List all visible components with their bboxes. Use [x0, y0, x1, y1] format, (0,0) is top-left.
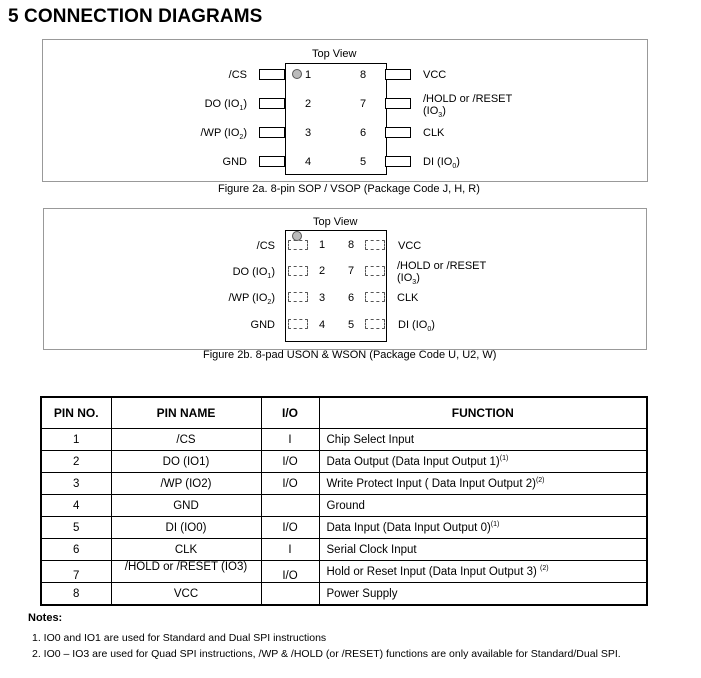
table-row	[41, 451, 647, 473]
uson-pad-7-label: /HOLD or /RESET $(IO_3)$	[397, 260, 487, 287]
uson-pad-5-label: DI $(IO_0)$	[398, 319, 435, 334]
uson-pad-3	[288, 292, 308, 302]
sop-pin-7-label: /HOLD or /RESET $(IO_3)$	[423, 93, 513, 120]
header-pin-no: PIN NO.	[41, 397, 111, 429]
header-pin-name: PIN NAME	[111, 397, 261, 429]
pin-function: Data Output (Data Input Output 1)$^{(1)}$	[319, 451, 647, 473]
pin-io: I/O	[261, 451, 319, 473]
uson-pad-6-number: 6	[347, 292, 355, 304]
uson-pad-3-label: /WP $(IO_2)$	[228, 292, 275, 307]
pin-io: I/O	[261, 473, 319, 495]
pin-io: I/O	[261, 517, 319, 539]
pin-function: Hold or Reset Input (Data Input Output 3) $^{(2)}$	[319, 561, 647, 583]
table-row	[41, 517, 647, 539]
uson-pad-6-label: CLK	[397, 292, 419, 304]
uson-pad-4-label: GND	[250, 319, 275, 331]
pin-name: DI (IO0)	[111, 517, 261, 539]
uson-pad-1-label: /CS	[256, 240, 275, 252]
figure-2a-caption: Figure 2a. 8-pin SOP / VSOP (Package Code J, H, R)	[218, 183, 480, 195]
sop-pin-8-lead	[385, 69, 411, 80]
sop-pin-7-number: 7	[359, 98, 367, 110]
pin-name: /HOLD or /RESET (IO3)	[111, 561, 261, 583]
pin-name: GND	[111, 495, 261, 517]
sop-pin-8-label: VCC	[423, 69, 447, 81]
pin-io: I/O	[261, 561, 319, 583]
sop-pin-3-number: 3	[304, 127, 312, 139]
uson-pad-1-number: 1	[318, 239, 326, 251]
sop-pin-4-label: GND	[222, 156, 247, 168]
sop-pin-3-label: /WP $(IO_2)$	[200, 127, 247, 142]
pin-no: 5	[41, 517, 111, 539]
header-function: FUNCTION	[319, 397, 647, 429]
pin-io: I	[261, 429, 319, 451]
uson-pad-7	[365, 266, 385, 276]
pin-name: /CS	[111, 429, 261, 451]
uson-pad-4-number: 4	[318, 319, 326, 331]
sop-pin-7-lead	[385, 98, 411, 109]
uson-pad-5-number: 5	[347, 319, 355, 331]
pin-no: 4	[41, 495, 111, 517]
pin-no: 7	[41, 561, 111, 583]
figure-2b-top-view: Top View	[313, 216, 358, 228]
sop-pin-4-number: 4	[304, 156, 312, 168]
pin-no: 8	[41, 583, 111, 606]
header-io: I/O	[261, 397, 319, 429]
uson-pad-2-number: 2	[318, 265, 326, 277]
uson-pad-6	[365, 292, 385, 302]
pin-function: Chip Select Input	[319, 429, 647, 451]
sop-pin-4-lead	[259, 156, 285, 167]
pin-no: 2	[41, 451, 111, 473]
table-header-row	[41, 397, 647, 429]
pin-name: VCC	[111, 583, 261, 606]
sop-pin-2-label: DO $(IO_1)$	[204, 98, 247, 113]
sop-pin-1-number: 1	[304, 69, 312, 81]
figure-2b-caption: Figure 2b. 8-pad USON & WSON (Package Code U, U2, W)	[203, 349, 497, 361]
table-row	[41, 583, 647, 606]
pin-function: Ground	[319, 495, 647, 517]
uson-pad-4	[288, 319, 308, 329]
uson-pad-8-label: VCC	[398, 240, 422, 252]
sop-pin-2-number: 2	[304, 98, 312, 110]
uson-pad-5	[365, 319, 385, 329]
sop-pin-5-label: DI $(IO_0)$	[423, 156, 460, 171]
table-row	[41, 429, 647, 451]
uson-pad-3-number: 3	[318, 292, 326, 304]
uson-pad-8-number: 8	[347, 239, 355, 251]
table-row	[41, 495, 647, 517]
pin-no: 6	[41, 539, 111, 561]
sop-pin-3-lead	[259, 127, 285, 138]
uson-pad-7-number: 7	[347, 265, 355, 277]
sop-pin-6-lead	[385, 127, 411, 138]
sop-pin-1-lead	[259, 69, 285, 80]
notes-title: Notes:	[28, 612, 63, 624]
note-1: 1. IO0 and IO1 are used for Standard and Dual SPI instructions	[32, 632, 327, 644]
sop-pin-5-lead	[385, 156, 411, 167]
sop-pin-5-number: 5	[359, 156, 367, 168]
sop-pin-2-lead	[259, 98, 285, 109]
pin-function: Power Supply	[319, 583, 647, 606]
sop-pin-1-label: /CS	[228, 69, 247, 81]
sop-pin-6-number: 6	[359, 127, 367, 139]
sop-pin-8-number: 8	[359, 69, 367, 81]
pin-io	[261, 495, 319, 517]
uson-pad-2-label: DO $(IO_1)$	[232, 266, 275, 281]
uson-pad-1	[288, 240, 308, 250]
pin-name: /WP (IO2)	[111, 473, 261, 495]
pin-no: 3	[41, 473, 111, 495]
pin-function: Write Protect Input ( Data Input Output 2)$^{(2)}$	[319, 473, 647, 495]
figure-2a-top-view: Top View	[312, 48, 357, 60]
section-heading: 5 CONNECTION DIAGRAMS	[8, 6, 263, 27]
table-row	[41, 539, 647, 561]
uson-pad-8	[365, 240, 385, 250]
pin-name: DO (IO1)	[111, 451, 261, 473]
pin-no: 1	[41, 429, 111, 451]
pin-io: I	[261, 539, 319, 561]
table-row	[41, 561, 647, 583]
pin-description-table	[40, 396, 648, 606]
pin-name: CLK	[111, 539, 261, 561]
uson-pad-2	[288, 266, 308, 276]
pin-io	[261, 583, 319, 606]
note-2: 2. IO0 – IO3 are used for Quad SPI instructions, /WP & /HOLD (or /RESET) functions are only available for Standard/Dual SPI.	[32, 648, 621, 660]
table-row	[41, 473, 647, 495]
pin-function: Data Input (Data Input Output 0)$^{(1)}$	[319, 517, 647, 539]
pin-function: Serial Clock Input	[319, 539, 647, 561]
sop-pin-6-label: CLK	[423, 127, 445, 139]
